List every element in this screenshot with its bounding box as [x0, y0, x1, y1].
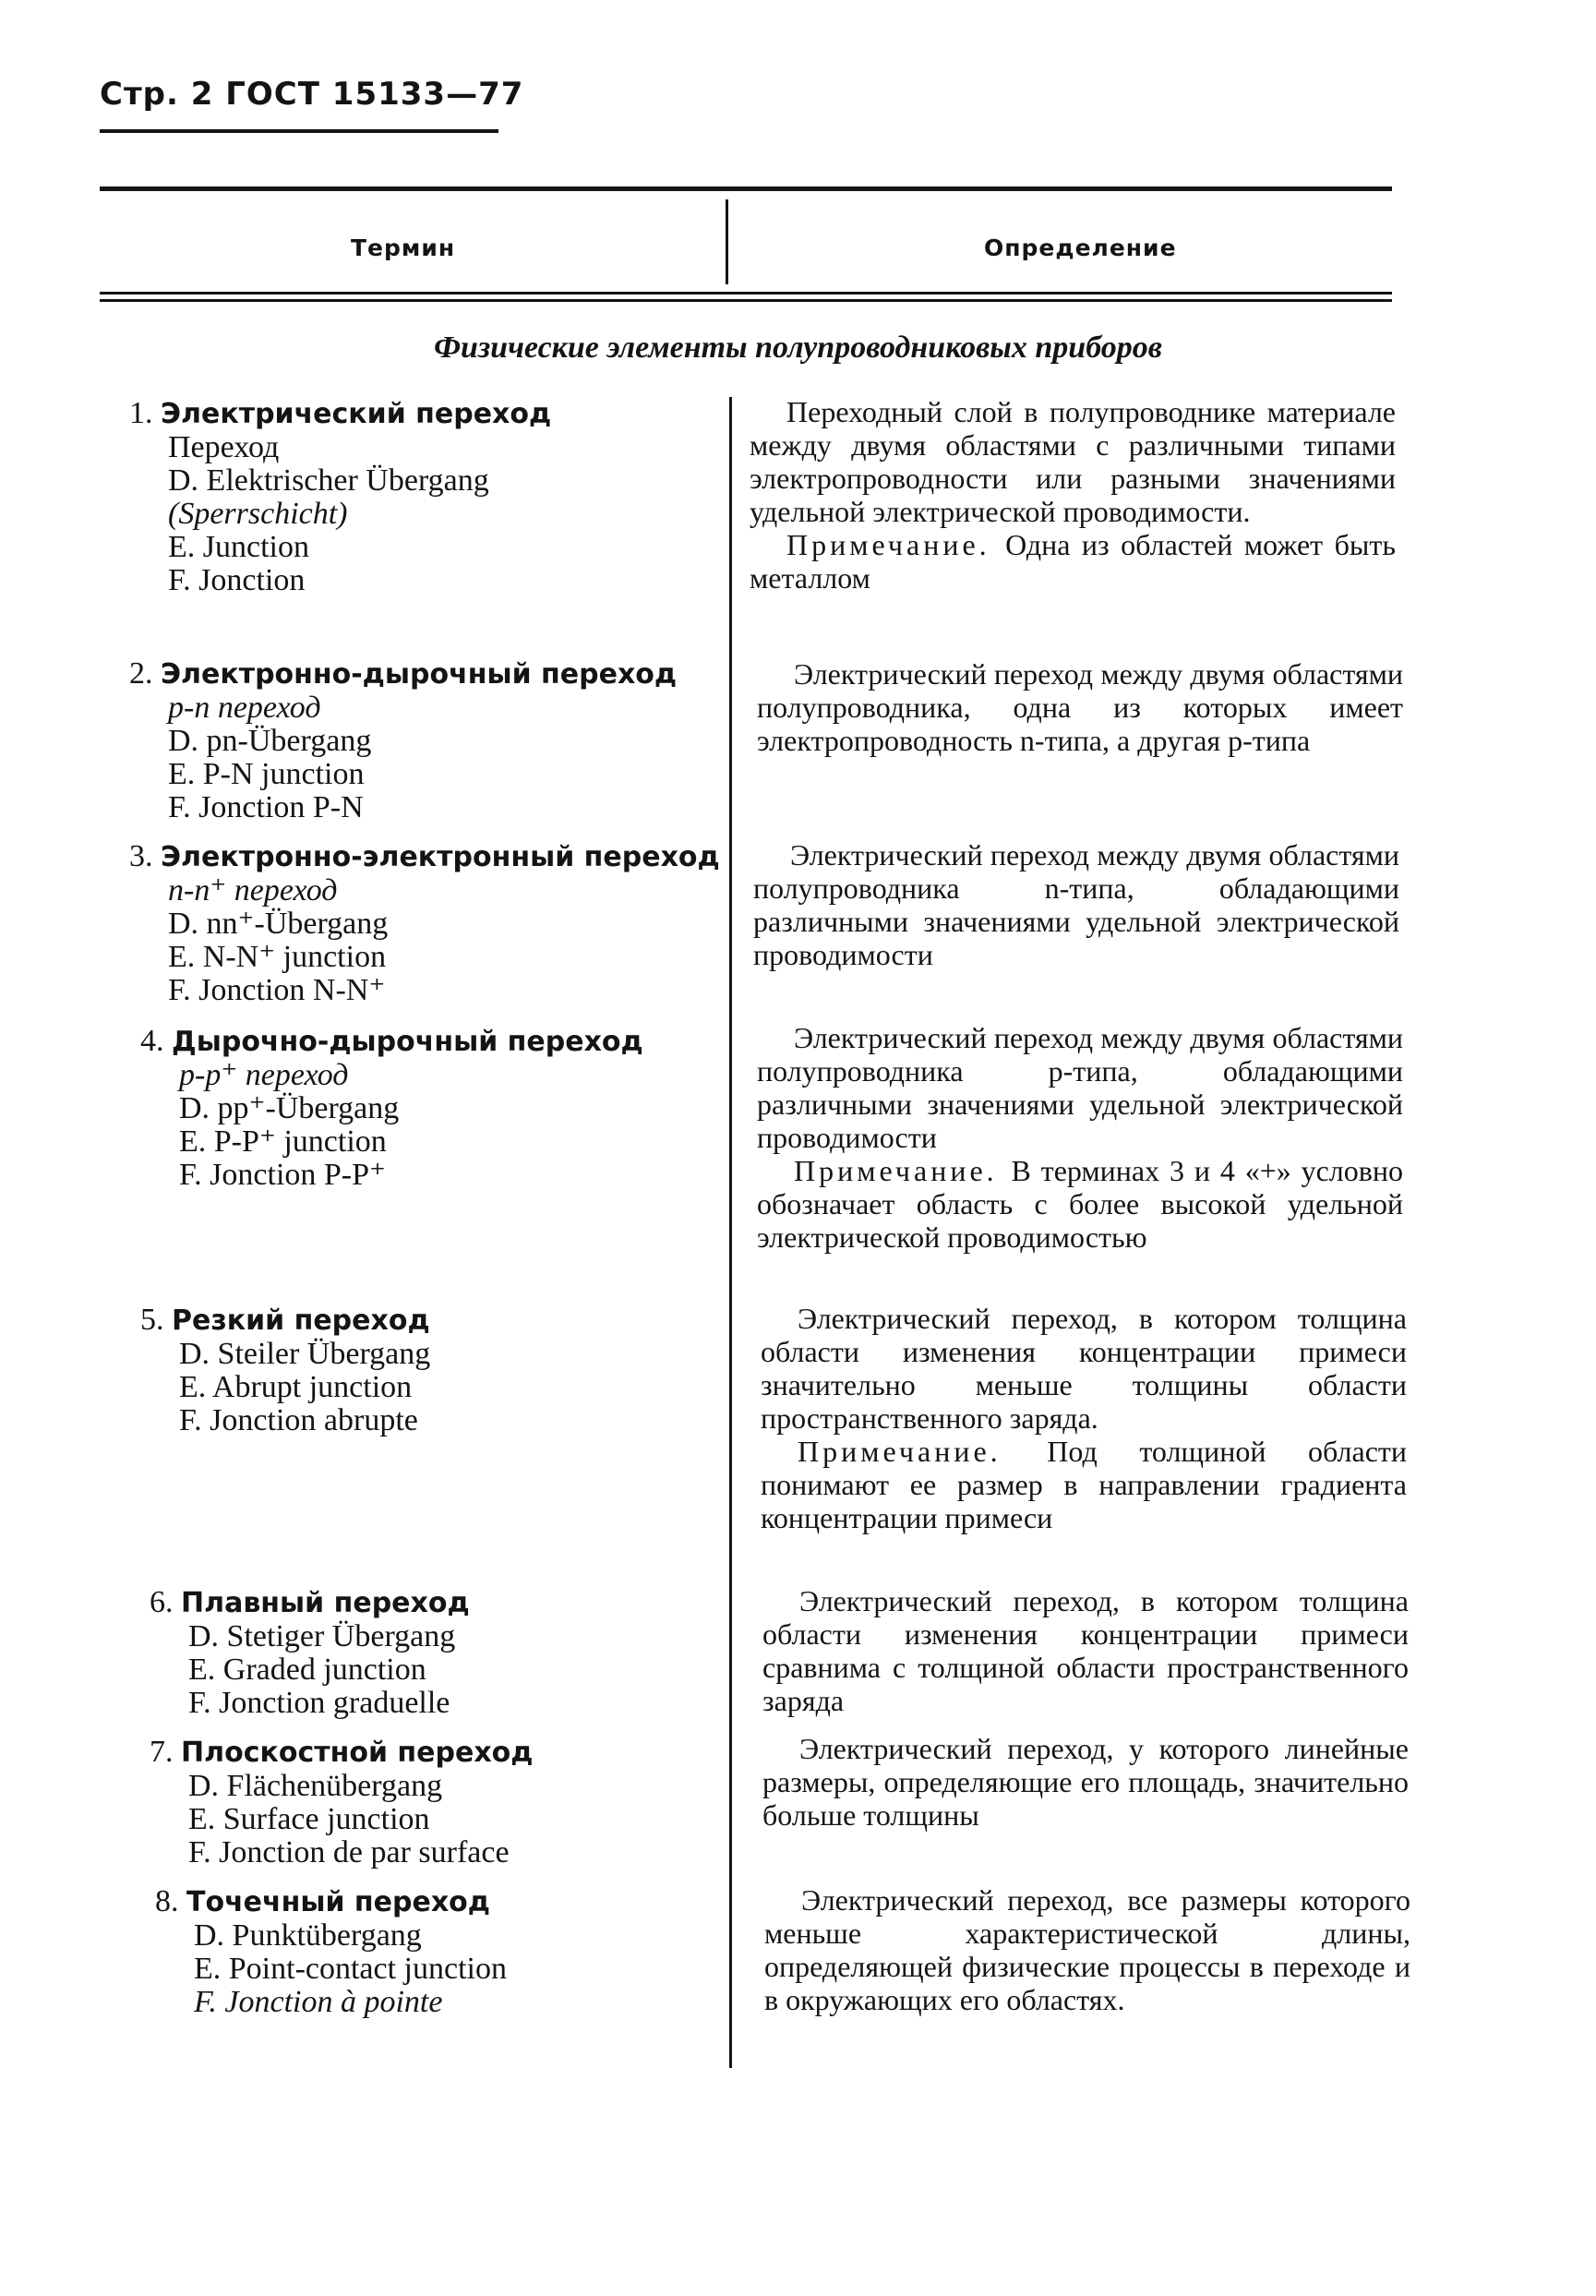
term-entry-6	[150, 1586, 470, 1720]
term-line: E. Junction	[168, 530, 309, 564]
term-line: D. pp⁺-Übergang	[179, 1091, 400, 1125]
note-text: Под толщиной области понимают ее размер в направлении градиента концентрации примеси	[761, 1435, 1408, 1534]
definition-text: Электрический переход между двумя областями полупроводника, одна из которых имеет электропроводность n-типа, а другая p-типа	[757, 657, 1403, 757]
term-title	[155, 1885, 507, 1919]
term-line: F. Jonction	[168, 563, 306, 597]
term-line: F. Jonction N-N⁺	[168, 973, 386, 1007]
table-header-rule-2	[100, 299, 1392, 302]
definition-6	[762, 1584, 1409, 1717]
term-line: E. P-N junction	[168, 757, 365, 791]
term-entry-4	[140, 1025, 643, 1192]
term-number: 1.	[129, 396, 161, 430]
definition-note	[761, 1435, 1407, 1534]
definition-text: Электрический переход, все размеры которого меньше характеристической длины, определяющей физические процессы в переходе и в окружающих его областях.	[764, 1883, 1410, 2016]
note-label: Примечание.	[786, 528, 1006, 561]
column-header-divider	[726, 199, 728, 284]
term-line: p-n переход	[168, 691, 321, 725]
term-number: 7.	[150, 1735, 181, 1769]
definition-2	[757, 657, 1403, 757]
term-title	[140, 1025, 643, 1059]
term-line: E. Graded junction	[188, 1653, 426, 1687]
term-title-text: Плавный переход	[181, 1587, 470, 1619]
term-line: n-n⁺ переход	[168, 873, 338, 908]
term-line: (Sperrschicht)	[168, 497, 348, 531]
column-header-definition: Определение	[984, 234, 1177, 261]
term-line: D. pn-Übergang	[168, 724, 372, 758]
term-entry-3	[129, 840, 720, 1007]
definition-text: Электрический переход, у которого линейные размеры, определяющие его площадь, значительно больше толщины	[762, 1732, 1409, 1832]
term-line: D. Steiler Übergang	[179, 1337, 431, 1371]
term-title	[129, 840, 720, 874]
definition-1	[750, 395, 1396, 595]
term-title	[140, 1304, 430, 1338]
term-line: F. Jonction de par surface	[188, 1835, 510, 1869]
term-line: E. Point-contact junction	[194, 1952, 507, 1986]
term-title	[129, 397, 551, 431]
column-header-term: Термин	[351, 234, 456, 261]
term-line: E. P-P⁺ junction	[179, 1124, 387, 1159]
table-top-rule	[100, 186, 1392, 191]
header-underline	[100, 129, 498, 133]
definition-text: Электрический переход, в котором толщина области изменения концентрации примеси сравнима с толщиной области пространственного заряда	[762, 1584, 1409, 1717]
term-line: E. Surface junction	[188, 1802, 430, 1836]
term-number: 6.	[150, 1585, 181, 1619]
term-entry-5	[140, 1304, 430, 1437]
definition-4	[757, 1021, 1403, 1254]
term-title	[150, 1736, 534, 1770]
term-line: E. N-N⁺ junction	[168, 940, 387, 974]
term-line: Переход	[168, 430, 280, 464]
term-entry-7	[150, 1736, 534, 1869]
term-title-text: Резкий переход	[172, 1304, 430, 1337]
term-line: D. nn⁺-Übergang	[168, 907, 389, 941]
term-line: D. Punktübergang	[194, 1918, 422, 1953]
term-line: F. Jonction abrupte	[179, 1403, 418, 1437]
term-line: F. Jonction P-P⁺	[179, 1158, 386, 1192]
term-line: F. Jonction à pointe	[194, 1985, 443, 2019]
term-line: E. Abrupt junction	[179, 1370, 413, 1404]
definition-note	[750, 528, 1396, 595]
note-text: В терминах 3 и 4 «+» условно обозначает область с более высокой удельной электрической проводимостью	[757, 1154, 1404, 1254]
term-line: D. Elektrischer Übergang	[168, 463, 489, 498]
section-title: Физические элементы полупроводниковых приборов	[434, 331, 1162, 365]
term-number: 3.	[129, 839, 161, 873]
page-header: Стр. 2 ГОСТ 15133—77	[100, 76, 524, 113]
term-entry-1	[129, 397, 551, 597]
term-title-text: Дырочно-дырочный переход	[172, 1026, 643, 1058]
definition-text: Электрический переход, в котором толщина области изменения концентрации примеси значительно меньше толщины области пространственного заряда.	[761, 1302, 1407, 1435]
term-title	[150, 1586, 470, 1620]
term-line: D. Stetiger Übergang	[188, 1619, 456, 1653]
column-divider	[729, 397, 732, 2068]
definition-8	[764, 1883, 1410, 2016]
term-number: 5.	[140, 1303, 172, 1337]
term-title-text: Электронно-электронный переход	[161, 841, 720, 873]
term-title-text: Точечный переход	[186, 1886, 491, 1918]
definition-text: Переходный слой в полупроводнике материале между двумя областями с различными типами электропроводности или разными значениями удельной электрической проводимости.	[750, 395, 1396, 528]
note-text: Одна из областей может быть металлом	[750, 528, 1397, 595]
term-title-text: Электрический переход	[161, 398, 552, 430]
definition-note	[757, 1154, 1403, 1254]
definition-text: Электрический переход между двумя областями полупроводника p-типа, обладающими различными значениями удельной электрической проводимости	[757, 1021, 1403, 1154]
term-title-text: Плоскостной переход	[181, 1737, 534, 1769]
term-line: F. Jonction P-N	[168, 790, 364, 824]
term-line: p-p⁺ переход	[179, 1058, 349, 1092]
table-header-rule-1	[100, 292, 1392, 295]
term-title	[129, 657, 677, 691]
definition-5	[761, 1302, 1407, 1534]
term-number: 2.	[129, 656, 161, 691]
term-number: 4.	[140, 1024, 172, 1058]
note-label: Примечание.	[794, 1154, 1012, 1187]
note-label: Примечание.	[798, 1435, 1048, 1468]
term-title-text: Электронно-дырочный переход	[161, 658, 678, 691]
definition-7	[762, 1732, 1409, 1832]
definition-3	[753, 838, 1399, 971]
term-line: F. Jonction graduelle	[188, 1686, 450, 1720]
term-entry-8	[155, 1885, 507, 2019]
definition-text: Электрический переход между двумя областями полупроводника n-типа, обладающими различными значениями удельной электрической проводимости	[753, 838, 1399, 971]
term-line: D. Flächenübergang	[188, 1769, 443, 1803]
term-entry-2	[129, 657, 677, 824]
term-number: 8.	[155, 1884, 186, 1918]
